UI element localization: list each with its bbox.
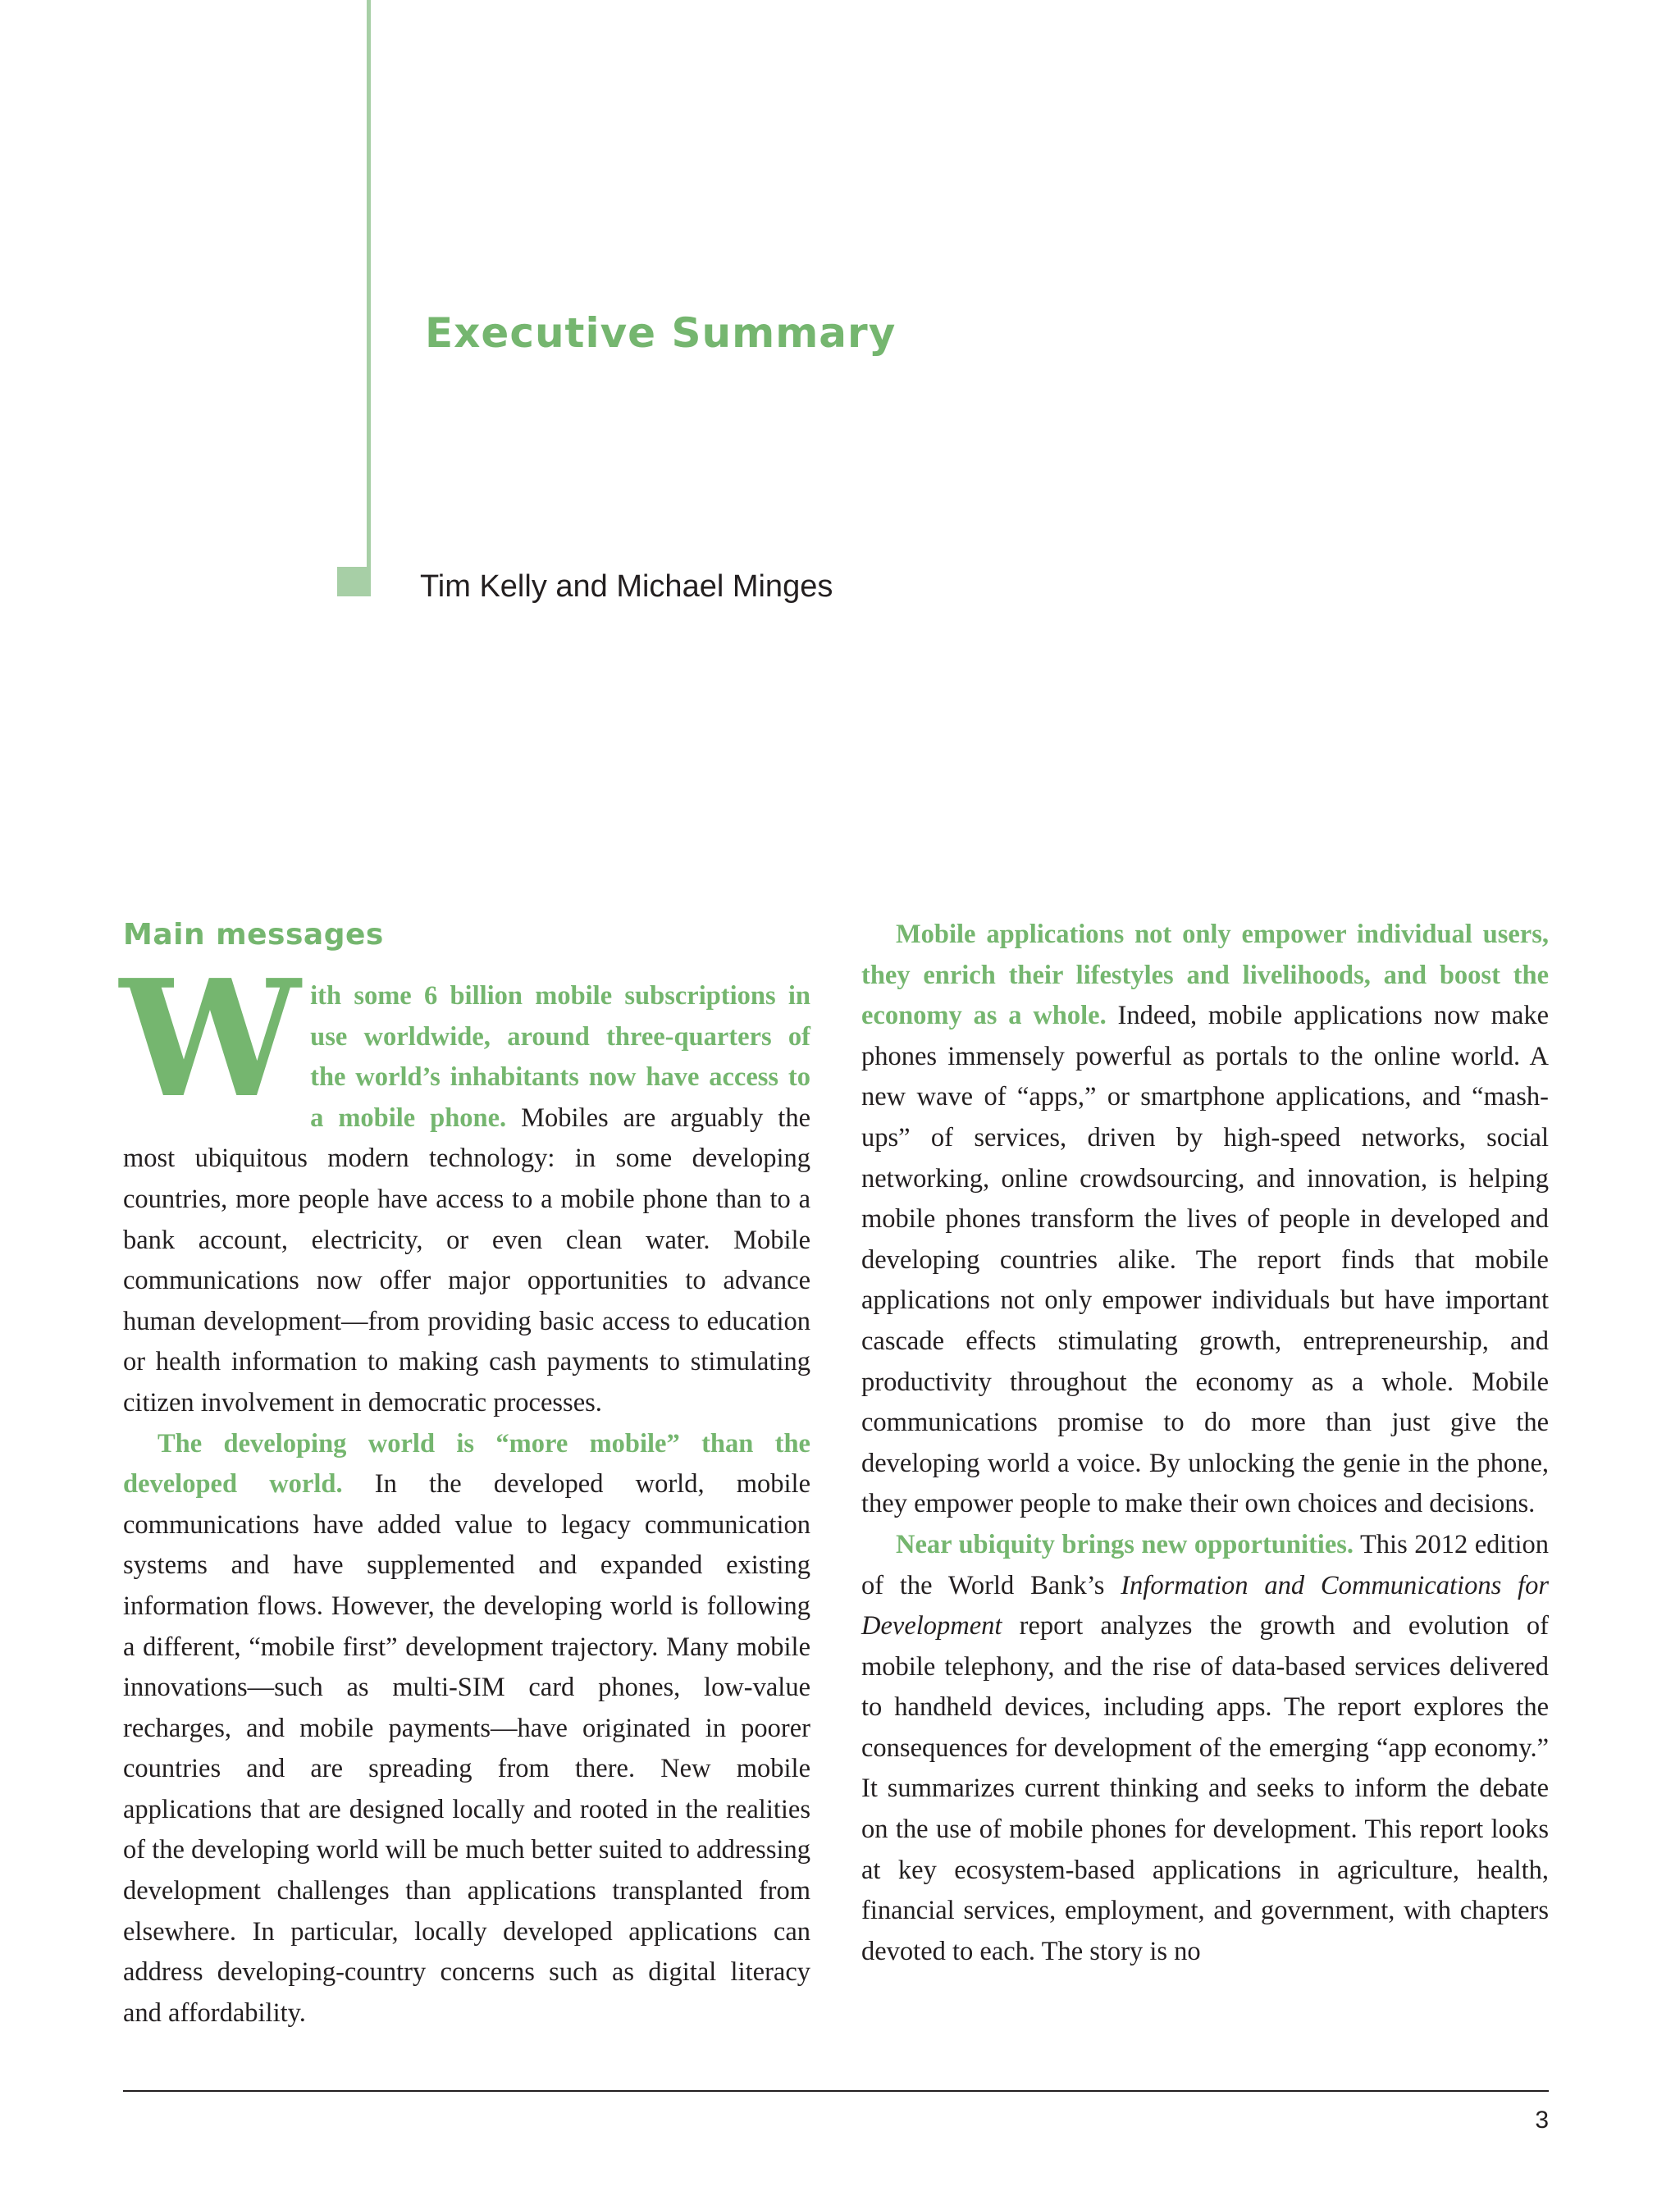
chapter-title: Executive Summary [425,309,897,357]
paragraph-body: This 2012 edition of the World Bank’s [861,1529,1549,1600]
paragraph-lead: Mobile applications not only empower individual users, they enrich their lifestyles and livelihoods, and boost the economy as a whole. [861,920,1549,1031]
report-title-italic: Information and Communications for Development [861,1570,1549,1641]
footer-rule [123,2090,1549,2092]
paragraph-body: report analyzes the growth and evolution of mobile telephony, and the rise of data-based services delivered to handheld devices, including apps. The report explores the consequences for development of the emerging “app economy.” It summarizes current thinking and seeks to inform the debate on the use of mobile phones for development. This report looks at key ecosystem-based applications in agriculture, health, financial services, employment, and government, with chapters devoted to each. The story is no [861,1611,1549,1966]
paragraph-body: In the developed world, mobile communications have added value to legacy communication systems and have supplemented and expanded existing information flows. However, the developing world is following a different, “mobile first” development trajectory. Many mobile innovations—such as multi-SIM card phones, low-value recharges, and mobile payments—have originated in poorer countries and are spreading from there. New mobile applications that are designed locally and rooted in the realities of the developing world will be much better suited to addressing development challenges than applications transplanted from elsewhere. In particular, locally developed applications can address developing-country concerns such as digital literacy and affordability. [123,1469,811,2028]
drop-cap: W [120,945,301,1134]
paragraph-near-ubiquity [861,1525,1549,1973]
page-number: 3 [1535,2107,1549,2134]
section-heading-main-messages: Main messages [123,918,384,952]
paragraph-more-mobile [123,1424,810,2034]
left-column [120,915,811,2034]
right-column [861,915,1549,1972]
author-marker-square [337,567,371,596]
paragraph-mobile-subscriptions [120,945,810,1424]
paragraph-lead: Near ubiquity brings new opportunities. [896,1529,1354,1559]
chapter-vertical-rule [367,0,371,596]
paragraph-body: Mobiles are arguably the most ubiquitous modern technology: in some developing countries, more people have access to a mobile phone than to a bank account, electricity, or even clean water. Mobile communications now offer major opportunities to advance human development—from providing basic access to education or health information to making cash payments to stimulating citizen involvement in democratic processes. [123,1102,810,1418]
chapter-authors: Tim Kelly and Michael Minges [420,569,833,604]
paragraph-mobile-applications [861,915,1549,1525]
paragraph-lead: The developing world is “more mobile” than the developed world. [123,1428,810,1500]
paragraph-body: Indeed, mobile applications now make phones immensely powerful as portals to the online world. A new wave of “apps,” or smartphone applications, and “mash-ups” of services, driven by high-speed networks, social networking, online crowdsourcing, and innovation, is helping mobile phones transform the lives of people in developed and developing countries alike. The report finds that mobile applications not only empower individuals but have important cascade effects stimulating growth, entrepreneurship, and productivity throughout the economy as a whole. Mobile communications promise to do more than just give the developing world a voice. By unlocking the genie in the phone, they empower people to make their own choices and decisions. [861,1001,1549,1519]
paragraph-lead: ith some 6 billion mobile subscriptions in use worldwide, around three-quarters of the world’s inhabitants now have access to a mobile phone. [310,981,810,1133]
